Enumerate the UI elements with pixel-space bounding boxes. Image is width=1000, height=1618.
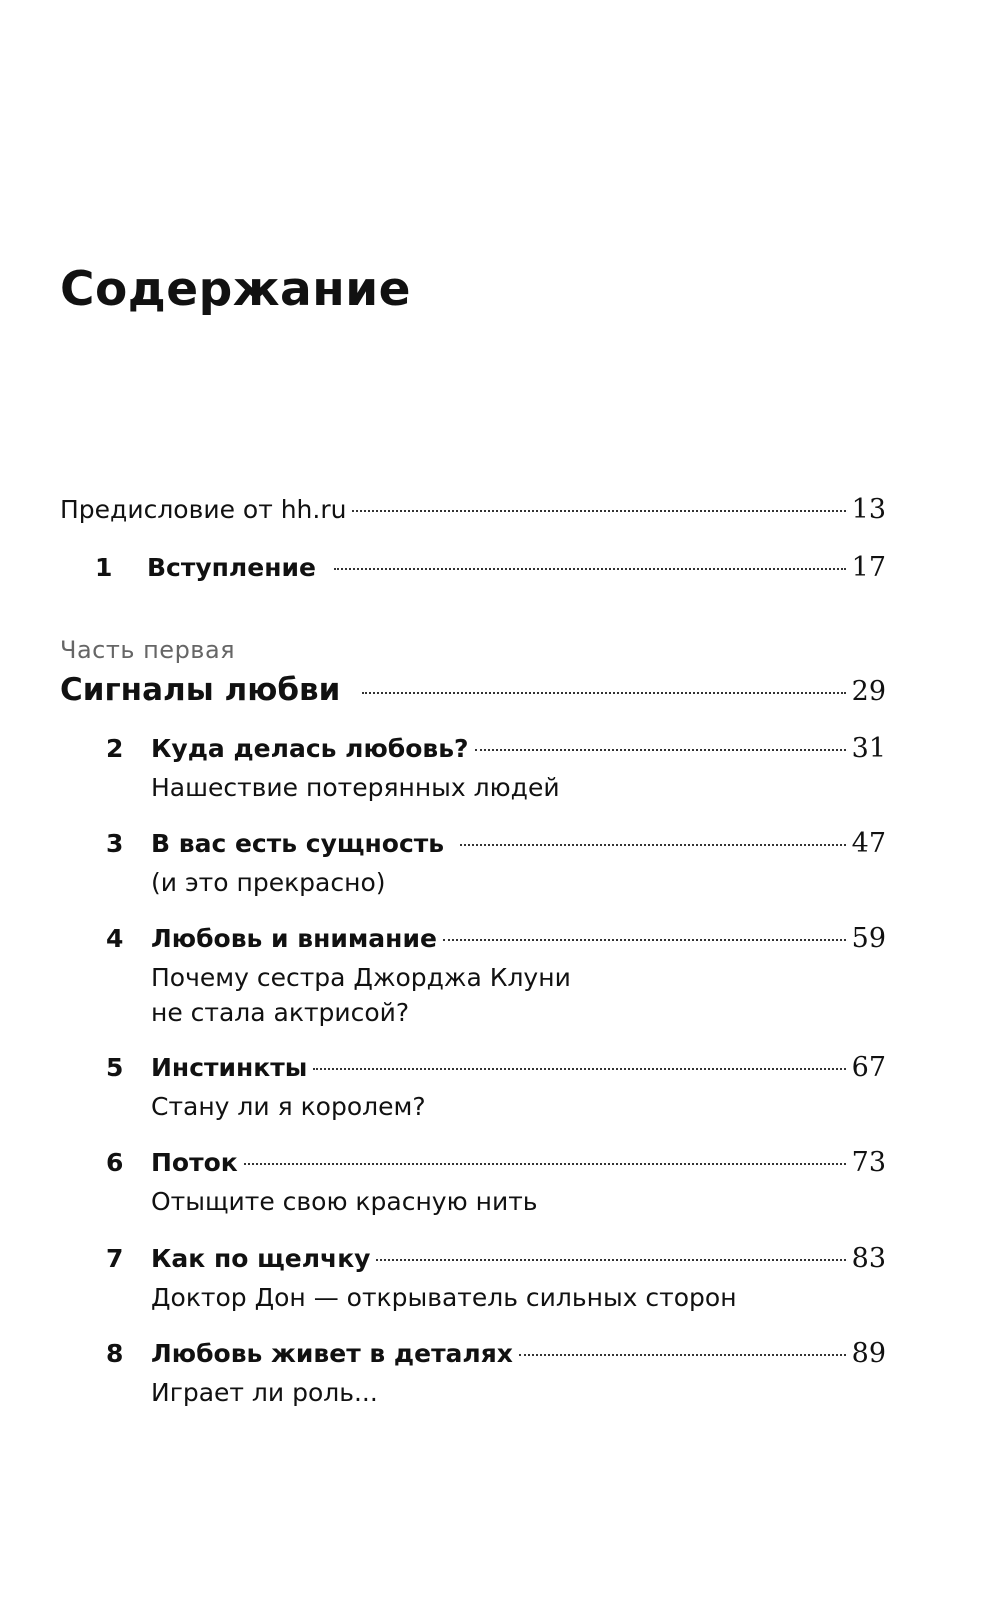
chapter-number: 4 (106, 924, 124, 953)
toc-entry-title: В вас есть сущность (151, 829, 445, 858)
dot-leader (376, 1259, 845, 1261)
toc-entry-chapter-1[interactable] (95, 552, 886, 583)
toc-entry-title: Любовь живет в деталях (151, 1339, 513, 1368)
chapter-subtitle: Играет ли роль... (151, 1378, 378, 1407)
chapter-subtitle: Почему сестра Джорджа Клуни (151, 963, 571, 992)
chapter-number: 8 (106, 1339, 124, 1368)
toc-entry-chapter-4[interactable] (106, 923, 886, 954)
toc-page-number: 17 (851, 552, 886, 583)
chapter-subtitle: не стала актрисой? (151, 998, 410, 1027)
dot-leader (244, 1163, 846, 1165)
toc-entry-chapter-8[interactable] (106, 1338, 886, 1369)
chapter-subtitle: (и это прекрасно) (151, 868, 386, 897)
toc-page-number: 73 (851, 1147, 886, 1178)
chapter-number: 7 (106, 1244, 124, 1273)
toc-page-number: 59 (851, 923, 886, 954)
dot-leader (362, 692, 845, 694)
chapter-number: 3 (106, 829, 124, 858)
toc-page-number: 89 (851, 1338, 886, 1369)
toc-entry-title: Предисловие от hh.ru (60, 495, 347, 524)
page-title: Содержание (60, 262, 412, 317)
toc-entry-chapter-2[interactable] (106, 733, 886, 764)
toc-entry-part-one[interactable] (60, 672, 886, 708)
toc-page-number: 29 (851, 676, 886, 707)
toc-entry-title: Вступление (147, 553, 316, 582)
chapter-number: 6 (106, 1148, 124, 1177)
dot-leader (475, 749, 846, 751)
toc-entry-title: Куда делась любовь? (151, 734, 469, 763)
dot-leader (352, 510, 845, 512)
toc-entry-title: Любовь и внимание (151, 924, 437, 953)
toc-entry-title: Поток (151, 1148, 238, 1177)
toc-entry-chapter-6[interactable] (106, 1147, 886, 1178)
part-label: Часть первая (60, 636, 236, 664)
dot-leader (519, 1354, 846, 1356)
part-title: Сигналы любви (60, 672, 341, 708)
dot-leader (460, 844, 846, 846)
chapter-number: 2 (106, 734, 124, 763)
dot-leader (334, 568, 846, 570)
toc-page-number: 31 (851, 733, 886, 764)
toc-page-number: 83 (851, 1243, 886, 1274)
toc-entry-preface[interactable] (60, 494, 886, 525)
toc-entry-title: Как по щелчку (151, 1244, 371, 1273)
toc-entry-chapter-7[interactable] (106, 1243, 886, 1274)
dot-leader (313, 1068, 845, 1070)
dot-leader (443, 939, 846, 941)
toc-page-number: 47 (851, 828, 886, 859)
chapter-number: 1 (95, 553, 113, 582)
toc-entry-title: Инстинкты (151, 1053, 308, 1082)
chapter-subtitle: Доктор Дон — открыватель сильных сторон (151, 1283, 737, 1312)
toc-page-number: 67 (851, 1052, 886, 1083)
chapter-subtitle: Нашествие потерянных людей (151, 773, 560, 802)
chapter-subtitle: Стану ли я королем? (151, 1092, 426, 1121)
toc-entry-chapter-5[interactable] (106, 1052, 886, 1083)
chapter-number: 5 (106, 1053, 124, 1082)
toc-page-number: 13 (851, 494, 886, 525)
toc-entry-chapter-3[interactable] (106, 828, 886, 859)
chapter-subtitle: Отыщите свою красную нить (151, 1187, 538, 1216)
